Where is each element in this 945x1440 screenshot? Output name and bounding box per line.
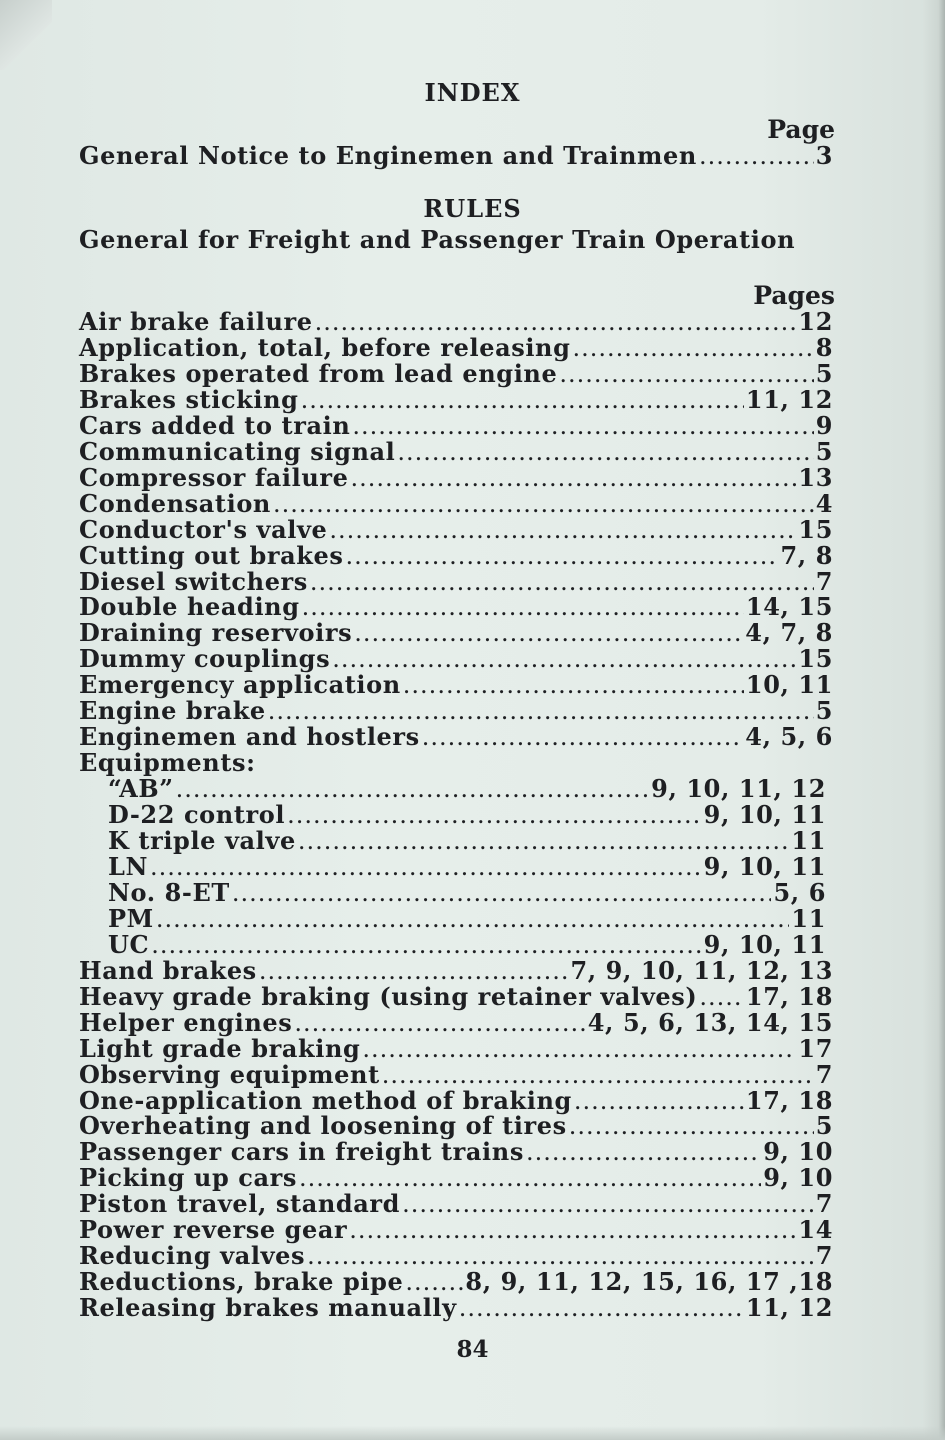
entry-pages: 9, 10, 11 <box>703 851 826 881</box>
index-entry <box>79 955 833 985</box>
leader-dots <box>403 673 744 697</box>
entry-label: Passenger cars in freight trains <box>79 1137 524 1167</box>
index-entry <box>79 1007 833 1037</box>
leader-dots <box>259 959 569 983</box>
entry-label: Brakes operated from lead engine <box>79 358 558 388</box>
entry-label: Brakes sticking <box>79 384 299 414</box>
index-entry <box>79 1137 833 1167</box>
entry-pages: 9, 10 <box>763 1163 833 1193</box>
entry-label: Hand brakes <box>79 955 257 985</box>
entry-pages: 11 <box>791 826 826 855</box>
entry-pages: 4, 7, 8 <box>745 618 833 648</box>
index-entry <box>79 1293 833 1323</box>
index-entry <box>79 358 833 388</box>
entry-pages: 4 <box>815 488 833 518</box>
entry-label: Air brake failure <box>79 307 313 336</box>
folded-corner <box>0 0 52 70</box>
entry-label: Cutting out brakes <box>79 540 344 570</box>
index-entry <box>79 1189 833 1219</box>
entry-pages: 5 <box>815 696 833 726</box>
leader-dots <box>352 414 813 438</box>
entry-label: No. 8-ET <box>108 877 230 907</box>
entry-pages: 8, 9, 11, 12, 15, 16, 17 ,18 <box>465 1267 833 1297</box>
index-entry <box>79 722 833 752</box>
leader-dots <box>349 1218 796 1242</box>
entry-label: Power reverse gear <box>79 1215 348 1245</box>
entry-pages: 7, 8 <box>780 540 833 570</box>
index-entry <box>79 644 833 674</box>
index-entry <box>79 1215 833 1245</box>
entry-pages: 9, 10, 11 <box>703 800 826 830</box>
index-entry <box>79 748 833 778</box>
entry-label: Enginemen and hostlers <box>79 722 420 752</box>
leader-dots <box>382 1063 814 1087</box>
entry-pages: 7, 9, 10, 11, 12, 13 <box>570 955 833 985</box>
index-entry <box>108 826 826 855</box>
notice-page: 3 <box>815 141 833 170</box>
index-entry <box>79 462 833 492</box>
entry-pages: 5 <box>815 358 833 388</box>
index-entry <box>79 618 833 648</box>
leader-dots <box>150 855 702 879</box>
entry-pages: 9 <box>815 410 833 440</box>
entry-label: LN <box>108 851 149 881</box>
entry-pages: 11, 12 <box>745 1293 833 1323</box>
leader-dots <box>273 492 814 516</box>
leader-dots <box>232 881 772 905</box>
leader-dots <box>298 829 790 853</box>
entry-pages: 14, 15 <box>745 592 833 622</box>
entry-label: Overheating and loosening of tires <box>79 1111 567 1141</box>
notice-title: General Notice to Enginemen and Trainmen <box>79 141 697 170</box>
leader-dots <box>332 647 796 671</box>
entry-label: Light grade braking <box>79 1033 361 1063</box>
entry-label: “AB” <box>108 774 174 804</box>
entry-pages: 17, 18 <box>745 1085 833 1115</box>
entry-label: Heavy grade braking (using retainer valves) <box>79 981 698 1011</box>
leader-dots <box>459 1296 744 1320</box>
index-entry <box>79 1163 833 1193</box>
index-entry <box>79 696 833 726</box>
leader-dots <box>362 1037 796 1061</box>
entry-label: K triple valve <box>108 826 296 855</box>
entry-pages: 10, 11 <box>745 670 833 700</box>
entry-label: Application, total, before releasing <box>79 332 571 362</box>
leader-dots <box>299 1166 761 1190</box>
leader-dots <box>156 907 790 931</box>
index-entry <box>108 851 826 881</box>
notice-entry <box>79 141 833 170</box>
entry-label: Piston travel, standard <box>79 1189 401 1219</box>
leader-dots <box>287 803 702 827</box>
entry-pages: 5, 6 <box>773 877 826 907</box>
entry-label: Reducing valves <box>79 1241 306 1271</box>
index-entry <box>79 1059 833 1089</box>
entry-label: Equipments: <box>79 748 256 778</box>
entry-label: Releasing brakes manually <box>79 1293 457 1323</box>
entry-label: Reductions, brake pipe <box>79 1267 404 1297</box>
leader-dots <box>569 1114 814 1138</box>
leader-dots <box>526 1140 761 1164</box>
entry-label: Conductor's valve <box>79 514 328 544</box>
entry-pages: 13 <box>798 462 833 492</box>
leader-dots <box>346 544 779 568</box>
entry-pages: 15 <box>798 514 833 544</box>
index-entry <box>108 877 826 907</box>
leader-dots <box>559 362 813 386</box>
entry-label: Diesel switchers <box>79 566 308 596</box>
entry-pages: 5 <box>815 436 833 466</box>
page-column-label: Page <box>767 115 835 144</box>
entry-label: Draining reservoirs <box>79 618 353 648</box>
entry-label: Emergency application <box>79 670 401 700</box>
entry-pages: 9, 10 <box>763 1137 833 1167</box>
leader-dots <box>402 1192 814 1216</box>
leader-dots <box>422 725 744 749</box>
entry-label: Compressor failure <box>79 462 349 492</box>
entry-label: Cars added to train <box>79 410 351 440</box>
index-entry <box>79 384 833 414</box>
entry-pages: 9, 10, 11 <box>703 929 826 959</box>
index-entry <box>79 1241 833 1271</box>
entry-label: Double heading <box>79 592 300 622</box>
index-entry <box>79 436 833 466</box>
index-entry <box>79 1085 833 1115</box>
leader-dots <box>329 518 796 542</box>
pages-column-label: Pages <box>753 281 835 310</box>
index-entry <box>79 592 833 622</box>
leader-dots <box>302 595 744 619</box>
page-number: 84 <box>456 1336 489 1363</box>
index-entry <box>79 1033 833 1063</box>
index-entry <box>79 332 833 362</box>
leader-dots <box>405 1270 463 1294</box>
entry-pages: 7 <box>815 1241 833 1271</box>
index-entry <box>79 488 833 518</box>
entry-pages: 7 <box>815 1059 833 1089</box>
entry-pages: 17 <box>798 1033 833 1063</box>
entry-pages: 12 <box>798 307 833 336</box>
entry-pages: 15 <box>798 644 833 674</box>
leader-dots <box>315 310 797 334</box>
leader-dots <box>176 777 650 801</box>
index-entry <box>79 540 833 570</box>
entry-label: Observing equipment <box>79 1059 380 1089</box>
index-entry <box>79 1267 833 1297</box>
entry-label: Helper engines <box>79 1007 293 1037</box>
index-entry <box>79 1111 833 1141</box>
leader-dots <box>699 144 814 168</box>
entry-label: UC <box>108 929 150 959</box>
index-entry <box>79 307 833 336</box>
leader-dots <box>307 1244 814 1268</box>
entry-pages: 14 <box>798 1215 833 1245</box>
entry-label: Condensation <box>79 488 271 518</box>
entry-pages: 8 <box>815 332 833 362</box>
entry-label: D-22 control <box>108 800 286 830</box>
leader-dots <box>572 336 813 360</box>
entry-label: PM <box>108 903 154 933</box>
index-entry <box>79 514 833 544</box>
index-entry <box>79 410 833 440</box>
rules-title: RULES <box>423 194 522 223</box>
index-title: INDEX <box>424 78 521 107</box>
index-entry <box>108 800 826 830</box>
entry-label: Communicating signal <box>79 436 396 466</box>
entry-pages: 5 <box>815 1111 833 1141</box>
leader-dots <box>574 1089 744 1113</box>
leader-dots <box>351 466 797 490</box>
index-entry <box>108 774 826 804</box>
entry-pages: 7 <box>815 1189 833 1219</box>
index-entry <box>79 670 833 700</box>
entry-pages: 7 <box>815 566 833 596</box>
index-entry <box>79 566 833 596</box>
entry-pages: 4, 5, 6, 13, 14, 15 <box>587 1007 833 1037</box>
leader-dots <box>268 699 814 723</box>
rules-subtitle: General for Freight and Passenger Train Operation <box>79 225 796 254</box>
entry-pages: 4, 5, 6 <box>745 722 833 752</box>
leader-dots <box>294 1011 585 1035</box>
entry-pages: 11 <box>791 903 826 933</box>
page-bottom-shadow <box>0 1426 945 1440</box>
leader-dots <box>699 985 744 1009</box>
index-entry <box>108 929 826 959</box>
entry-label: Picking up cars <box>79 1163 298 1193</box>
leader-dots <box>301 388 744 412</box>
leader-dots <box>354 621 743 645</box>
entry-label: One-application method of braking <box>79 1085 572 1115</box>
index-entry <box>108 903 826 933</box>
index-entry <box>79 981 833 1011</box>
entry-label: Engine brake <box>79 696 266 726</box>
entry-label: Dummy couplings <box>79 644 331 674</box>
leader-dots <box>397 440 813 464</box>
entry-pages: 17, 18 <box>745 981 833 1011</box>
entry-pages: 9, 10, 11, 12 <box>651 774 826 804</box>
leader-dots <box>310 570 814 594</box>
leader-dots <box>151 933 701 957</box>
entry-pages: 11, 12 <box>745 384 833 414</box>
